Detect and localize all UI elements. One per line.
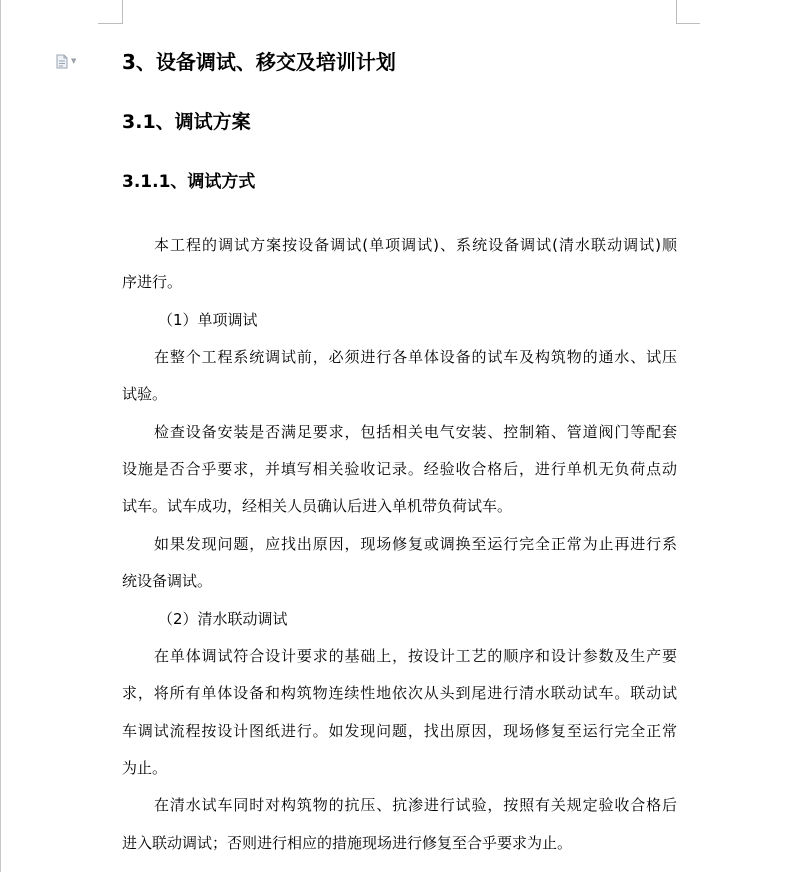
paragraph-line: 检查设备安装是否满足要求，包括相关电气安装、控制箱、管道阀门等配套 (154, 423, 677, 441)
paragraph-line: 如果发现问题，应找出原因，现场修复或调换至运行完全正常为止再进行系 (154, 535, 677, 553)
paragraph-line: 车调试流程按设计图纸进行。如发现问题，找出原因，现场修复至运行完全正常 (122, 722, 677, 740)
heading-1: 3、设备调试、移交及培训计划 (122, 50, 396, 74)
paragraph-line: 在单体调试符合设计要求的基础上，按设计工艺的顺序和设计参数及生产要 (154, 647, 677, 665)
paragraph-line: 本工程的调试方案按设备调试(单项调试)、系统设备调试(清水联动调试)顺 (154, 236, 677, 254)
paragraph-line: 设施是否合乎要求，并填写相关验收记录。经验收合格后，进行单机无负荷点动 (122, 460, 677, 478)
paragraph-line: 求，将所有单体设备和构筑物连续性地依次从头到尾进行清水联动试车。联动试 (122, 684, 677, 702)
page-left-edge (0, 0, 1, 872)
heading-2: 3.1、调试方案 (122, 111, 251, 133)
paragraph-line: 在清水试车同时对构筑物的抗压、抗渗进行试验，按照有关规定验收合格后 (154, 796, 677, 814)
heading-3: 3.1.1、调试方式 (122, 172, 256, 192)
paragraph-line: 序进行。 (122, 273, 183, 291)
paragraph-line: 试验。 (122, 385, 168, 403)
crop-mark-top-right-vertical (676, 0, 677, 24)
crop-mark-top-left-horizontal (98, 23, 123, 24)
document-icon (56, 54, 68, 69)
paragraph-line: 为止。 (122, 759, 168, 777)
subheading-clear-water-test: （2）清水联动调试 (158, 610, 288, 628)
crop-mark-top-right-horizontal (676, 23, 700, 24)
subheading-single-test: （1）单项调试 (158, 311, 258, 329)
paragraph-line: 在整个工程系统调试前，必须进行各单体设备的试车及构筑物的通水、试压 (154, 348, 677, 366)
chevron-down-icon: ▼ (71, 56, 77, 65)
paragraph-line: 统设备调试。 (122, 572, 213, 590)
paragraph-line: 进入联动调试；否则进行相应的措施现场进行修复至合乎要求为止。 (122, 834, 573, 852)
crop-mark-top-left-vertical (122, 0, 123, 24)
paragraph-line: 试车。试车成功，经相关人员确认后进入单机带负荷试车。 (122, 497, 513, 515)
paragraph-menu[interactable] (56, 53, 82, 69)
